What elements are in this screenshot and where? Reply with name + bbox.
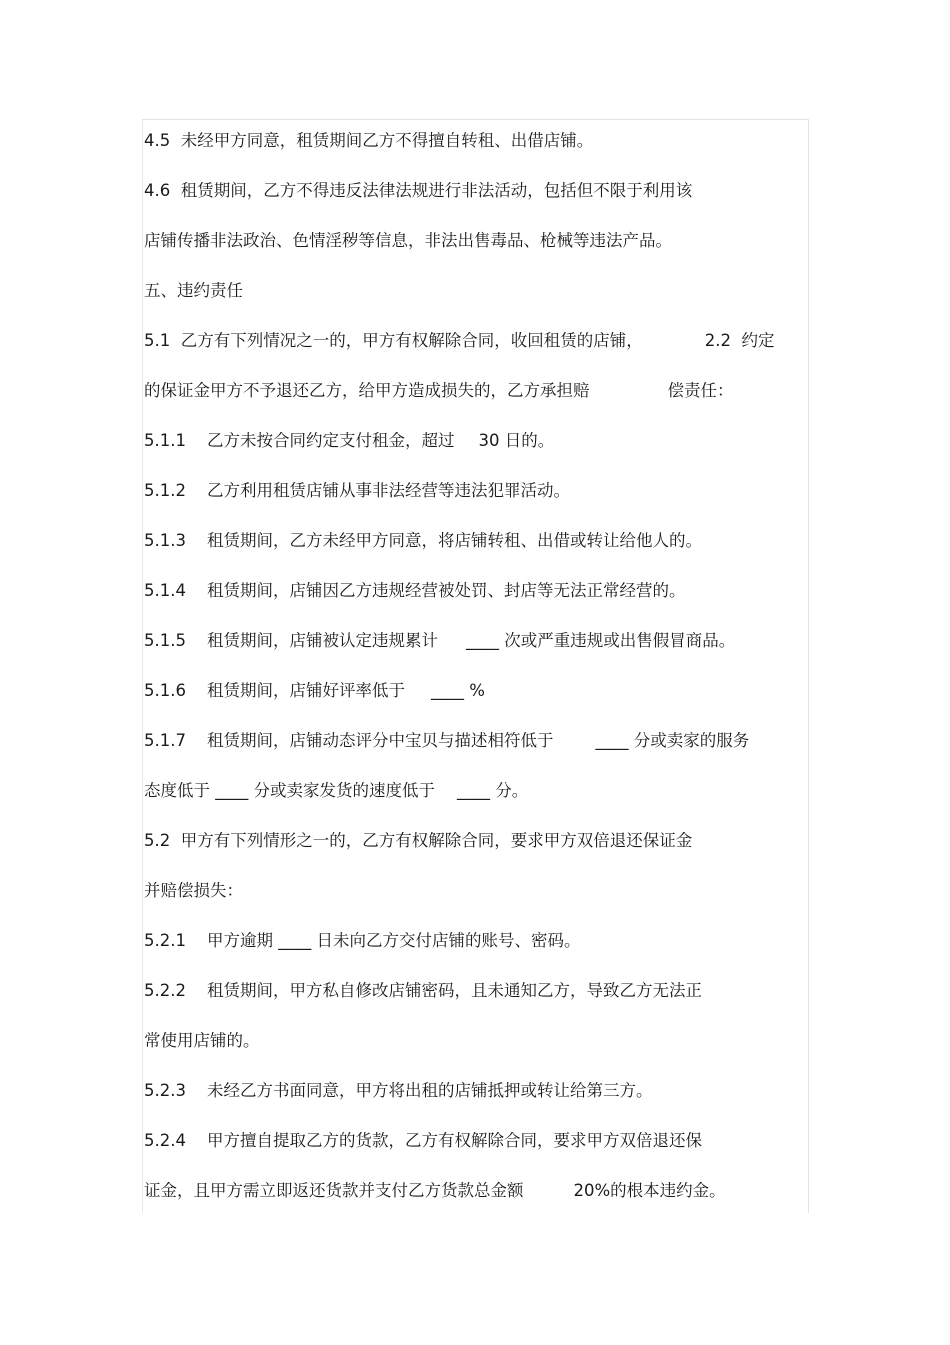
clause-4-5: 4.5 未经甲方同意，租赁期间乙方不得擅自转租、出借店铺。 xyxy=(144,131,594,150)
section-heading-5: 五、违约责任 xyxy=(144,281,243,300)
clause-5-1-4: 5.1.4 租赁期间，店铺因乙方违规经营被处罚、封店等无法正常经营的。 xyxy=(144,581,686,600)
clause-5-1-7-cont: 态度低于 ____ 分或卖家发货的速度低于 ____ 分。 xyxy=(144,781,529,800)
clause-5-1-7: 5.1.7 租赁期间，店铺动态评分中宝贝与描述相符低于 ____ 分或卖家的服务 xyxy=(144,731,750,750)
clause-5-2-3: 5.2.3 未经乙方书面同意，甲方将出租的店铺抵押或转让给第三方。 xyxy=(144,1081,653,1100)
clause-5-1-5: 5.1.5 租赁期间，店铺被认定违规累计 ____ 次或严重违规或出售假冒商品。 xyxy=(144,631,736,650)
clause-5-2-4: 5.2.4 甲方擅自提取乙方的货款，乙方有权解除合同，要求甲方双倍退还保 xyxy=(144,1131,702,1150)
clause-5-1-cont: 的保证金甲方不予退还乙方，给甲方造成损失的，乙方承担赔 偿责任： xyxy=(144,381,734,400)
clause-5-2-2: 5.2.2 租赁期间，甲方私自修改店铺密码，且未通知乙方，导致乙方无法正 xyxy=(144,981,702,1000)
clause-5-1-1: 5.1.1 乙方未按合同约定支付租金，超过 30 日的。 xyxy=(144,431,555,450)
clause-5-1-3: 5.1.3 租赁期间，乙方未经甲方同意，将店铺转租、出借或转让给他人的。 xyxy=(144,531,702,550)
clause-5-1: 5.1 乙方有下列情况之一的，甲方有权解除合同，收回租赁的店铺， 2.2 约定 xyxy=(144,331,775,350)
clause-5-2-2-cont: 常使用店铺的。 xyxy=(144,1031,260,1050)
clause-5-2-1: 5.2.1 甲方逾期 ____ 日未向乙方交付店铺的账号、密码。 xyxy=(144,931,581,950)
clause-4-6: 4.6 租赁期间，乙方不得违反法律法规进行非法活动，包括但不限于利用该 xyxy=(144,181,693,200)
clause-5-2-4-cont: 证金，且甲方需立即返还货款并支付乙方货款总金额 20%的根本违约金。 xyxy=(144,1181,726,1200)
clause-4-6-cont: 店铺传播非法政治、色情淫秽等信息，非法出售毒品、枪械等违法产品。 xyxy=(144,231,672,250)
clause-5-1-2: 5.1.2 乙方利用租赁店铺从事非法经营等违法犯罪活动。 xyxy=(144,481,570,500)
clause-5-2-cont: 并赔偿损失： xyxy=(144,881,243,900)
clause-5-1-6: 5.1.6 租赁期间，店铺好评率低于 ____ % xyxy=(144,681,485,700)
clause-5-2: 5.2 甲方有下列情形之一的，乙方有权解除合同，要求甲方双倍退还保证金 xyxy=(144,831,693,850)
